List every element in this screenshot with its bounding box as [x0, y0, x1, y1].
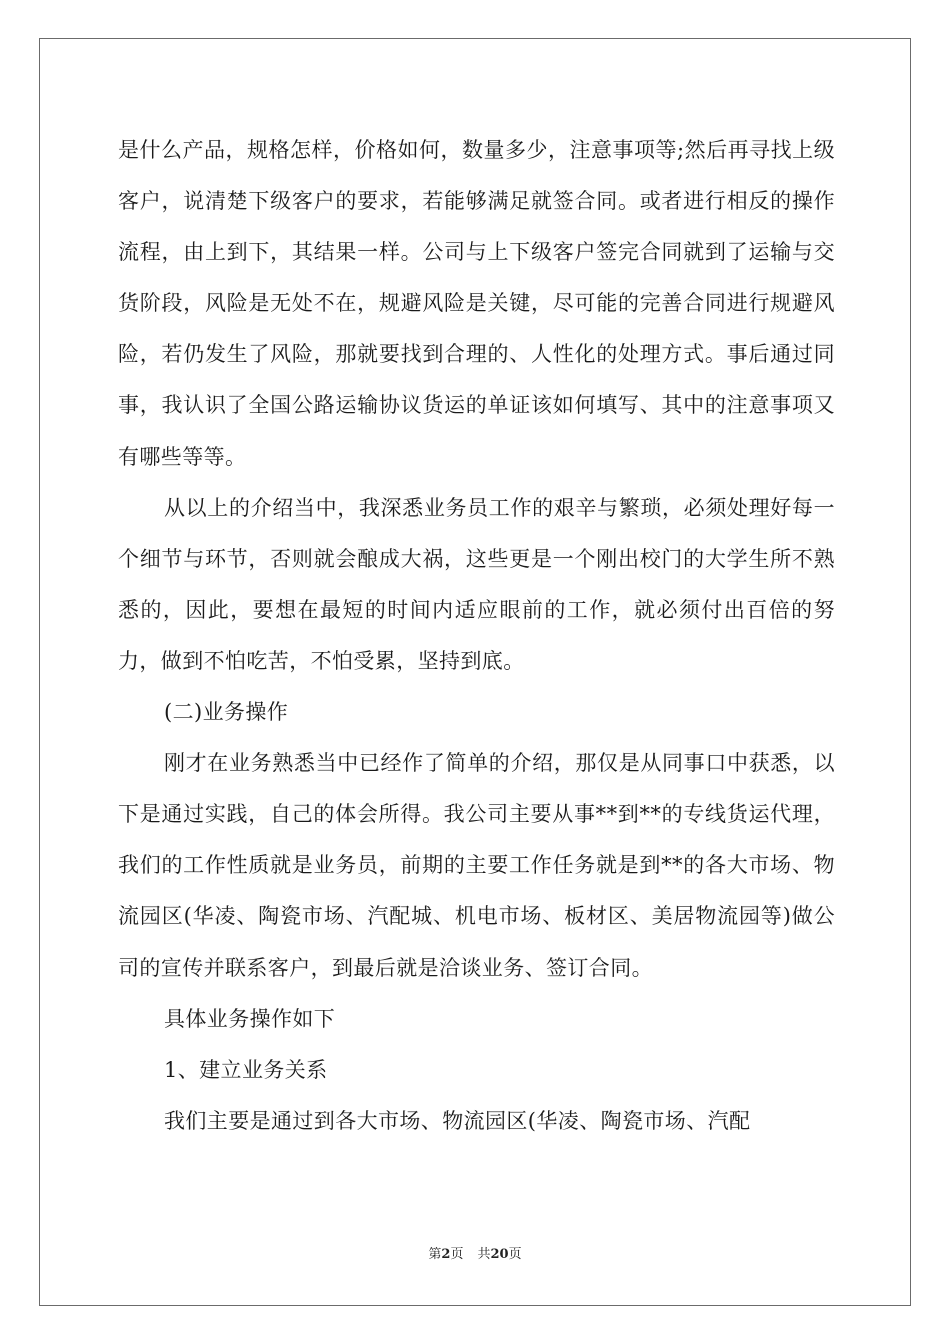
- total-prefix: 共: [477, 1247, 491, 1262]
- subsection-intro: 具体业务操作如下: [164, 1006, 336, 1031]
- page-number: 2: [441, 1247, 451, 1262]
- subsection-heading: 1、建立业务关系: [164, 1057, 328, 1082]
- page-prefix: 第: [428, 1247, 442, 1262]
- paragraph-4: 我们主要是通过到各大市场、物流园区(华凌、陶瓷市场、汽配: [164, 1108, 751, 1133]
- paragraph-2: 从以上的介绍当中，我深悉业务员工作的艰辛与繁琐，必须处理好每一个细节与环节，否则就会酿成大祸，这些更是一个刚出校门的大学生所不熟悉的，因此，要想在最短的时间内适应眼前的工作，就必须付出百倍的努力，做到不怕吃苦，不怕受累，坚持到底。: [118, 495, 835, 673]
- page-suffix: 页: [450, 1247, 464, 1262]
- document-body: [118, 125, 835, 1147]
- total-suffix: 页: [508, 1247, 522, 1262]
- section-heading: (二)业务操作: [164, 700, 289, 725]
- page-footer: [0, 1247, 950, 1263]
- paragraph-3: 刚才在业务熟悉当中已经作了简单的介绍，那仅是从同事口中获悉，以下是通过实践，自己的体会所得。我公司主要从事**到**的专线货运代理，我们的工作性质就是业务员，前期的主要工作任务就是到**的各大市场、物流园区(华凌、陶瓷市场、汽配城、机电市场、板材区、美居物流园等)做公司的宣传并联系客户，到最后就是洽谈业务、签订合同。: [118, 751, 835, 980]
- total-pages: 20: [490, 1247, 509, 1262]
- paragraph-1: 是什么产品，规格怎样，价格如何，数量多少，注意事项等;然后再寻找上级客户，说清楚下级客户的要求，若能够满足就签合同。或者进行相反的操作流程，由上到下，其结果一样。公司与上下级客户签完合同就到了运输与交货阶段，风险是无处不在，规避风险是关键，尽可能的完善合同进行规避风险，若仍发生了风险，那就要找到合理的、人性化的处理方式。事后通过同事，我认识了全国公路运输协议货运的单证该如何填写、其中的注意事项又有哪些等等。: [118, 138, 835, 469]
